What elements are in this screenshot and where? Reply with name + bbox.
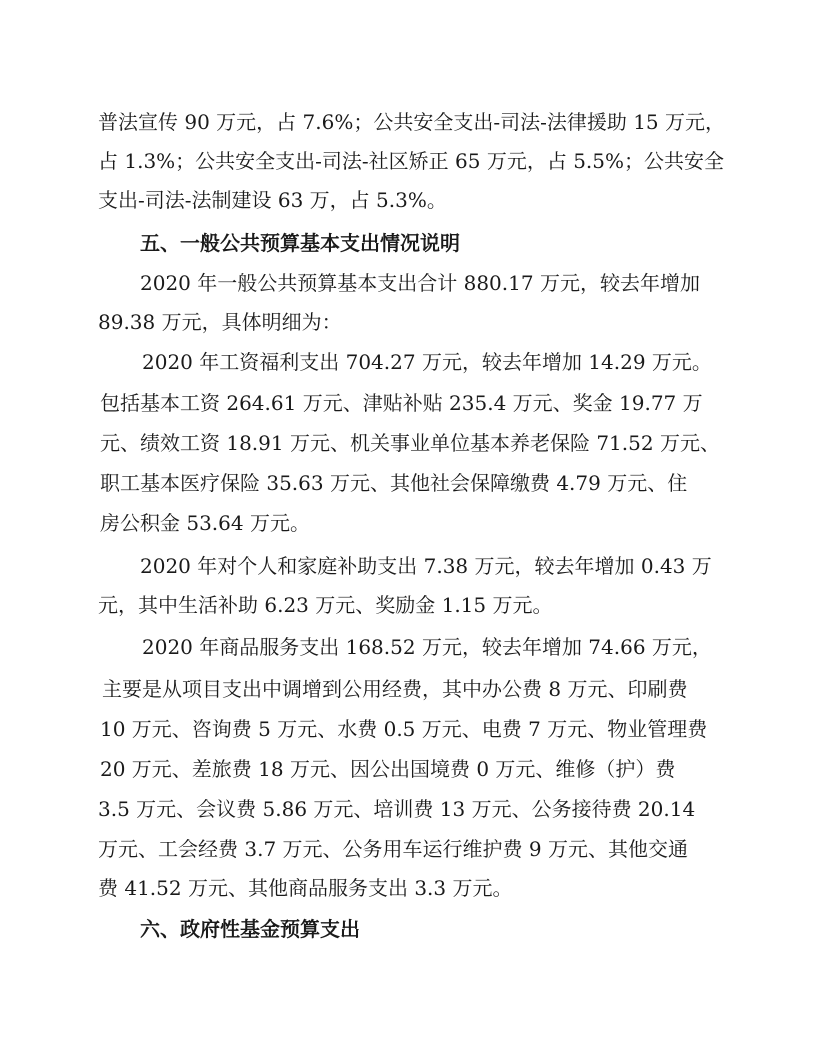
paragraph-line: 主要是从项目支出中调增到公用经费，其中办公费 8 万元、印刷费 — [102, 677, 688, 701]
paragraph-line: 费 41.52 万元、其他商品服务支出 3.3 万元。 — [98, 876, 513, 900]
paragraph-line: 万元、工会经费 3.7 万元、公务用车运行维护费 9 万元、其他交通 — [98, 837, 688, 861]
paragraph-line: 包括基本工资 264.61 万元、津贴补贴 235.4 万元、奖金 19.77 万 — [100, 391, 703, 415]
section-heading-five: 五、一般公共预算基本支出情况说明 — [140, 231, 460, 255]
section-heading-six: 六、政府性基金预算支出 — [140, 917, 360, 941]
paragraph-line: 元，其中生活补助 6.23 万元、奖励金 1.15 万元。 — [98, 593, 553, 617]
paragraph-line: 占 1.3%；公共安全支出-司法-社区矫正 65 万元，占 5.5%；公共安全 — [98, 149, 725, 173]
paragraph-line: 2020 年商品服务支出 168.52 万元，较去年增加 74.66 万元， — [142, 635, 712, 659]
paragraph-line: 职工基本医疗保险 35.63 万元、其他社会保障缴费 4.79 万元、住 — [100, 471, 688, 495]
paragraph-line: 20 万元、差旅费 18 万元、因公出国境费 0 万元、维修（护）费 — [100, 757, 676, 781]
paragraph-line: 2020 年对个人和家庭补助支出 7.38 万元，较去年增加 0.43 万 — [140, 554, 712, 578]
paragraph-line: 元、绩效工资 18.91 万元、机关事业单位基本养老保险 71.52 万元、 — [100, 431, 720, 455]
paragraph-line: 89.38 万元，具体明细为： — [98, 310, 342, 334]
paragraph-line: 2020 年一般公共预算基本支出合计 880.17 万元，较去年增加 — [140, 271, 700, 295]
paragraph-line: 2020 年工资福利支出 704.27 万元，较去年增加 14.29 万元。 — [142, 350, 712, 374]
paragraph-line: 支出-司法-法制建设 63 万，占 5.3%。 — [98, 188, 447, 212]
paragraph-line: 房公积金 53.64 万元。 — [100, 511, 310, 535]
paragraph-line: 3.5 万元、会议费 5.86 万元、培训费 13 万元、公务接待费 20.14 — [98, 797, 696, 821]
paragraph-line: 10 万元、咨询费 5 万元、水费 0.5 万元、电费 7 万元、物业管理费 — [100, 717, 708, 741]
paragraph-line: 普法宣传 90 万元，占 7.6%；公共安全支出-司法-法律援助 15 万元， — [98, 110, 726, 134]
